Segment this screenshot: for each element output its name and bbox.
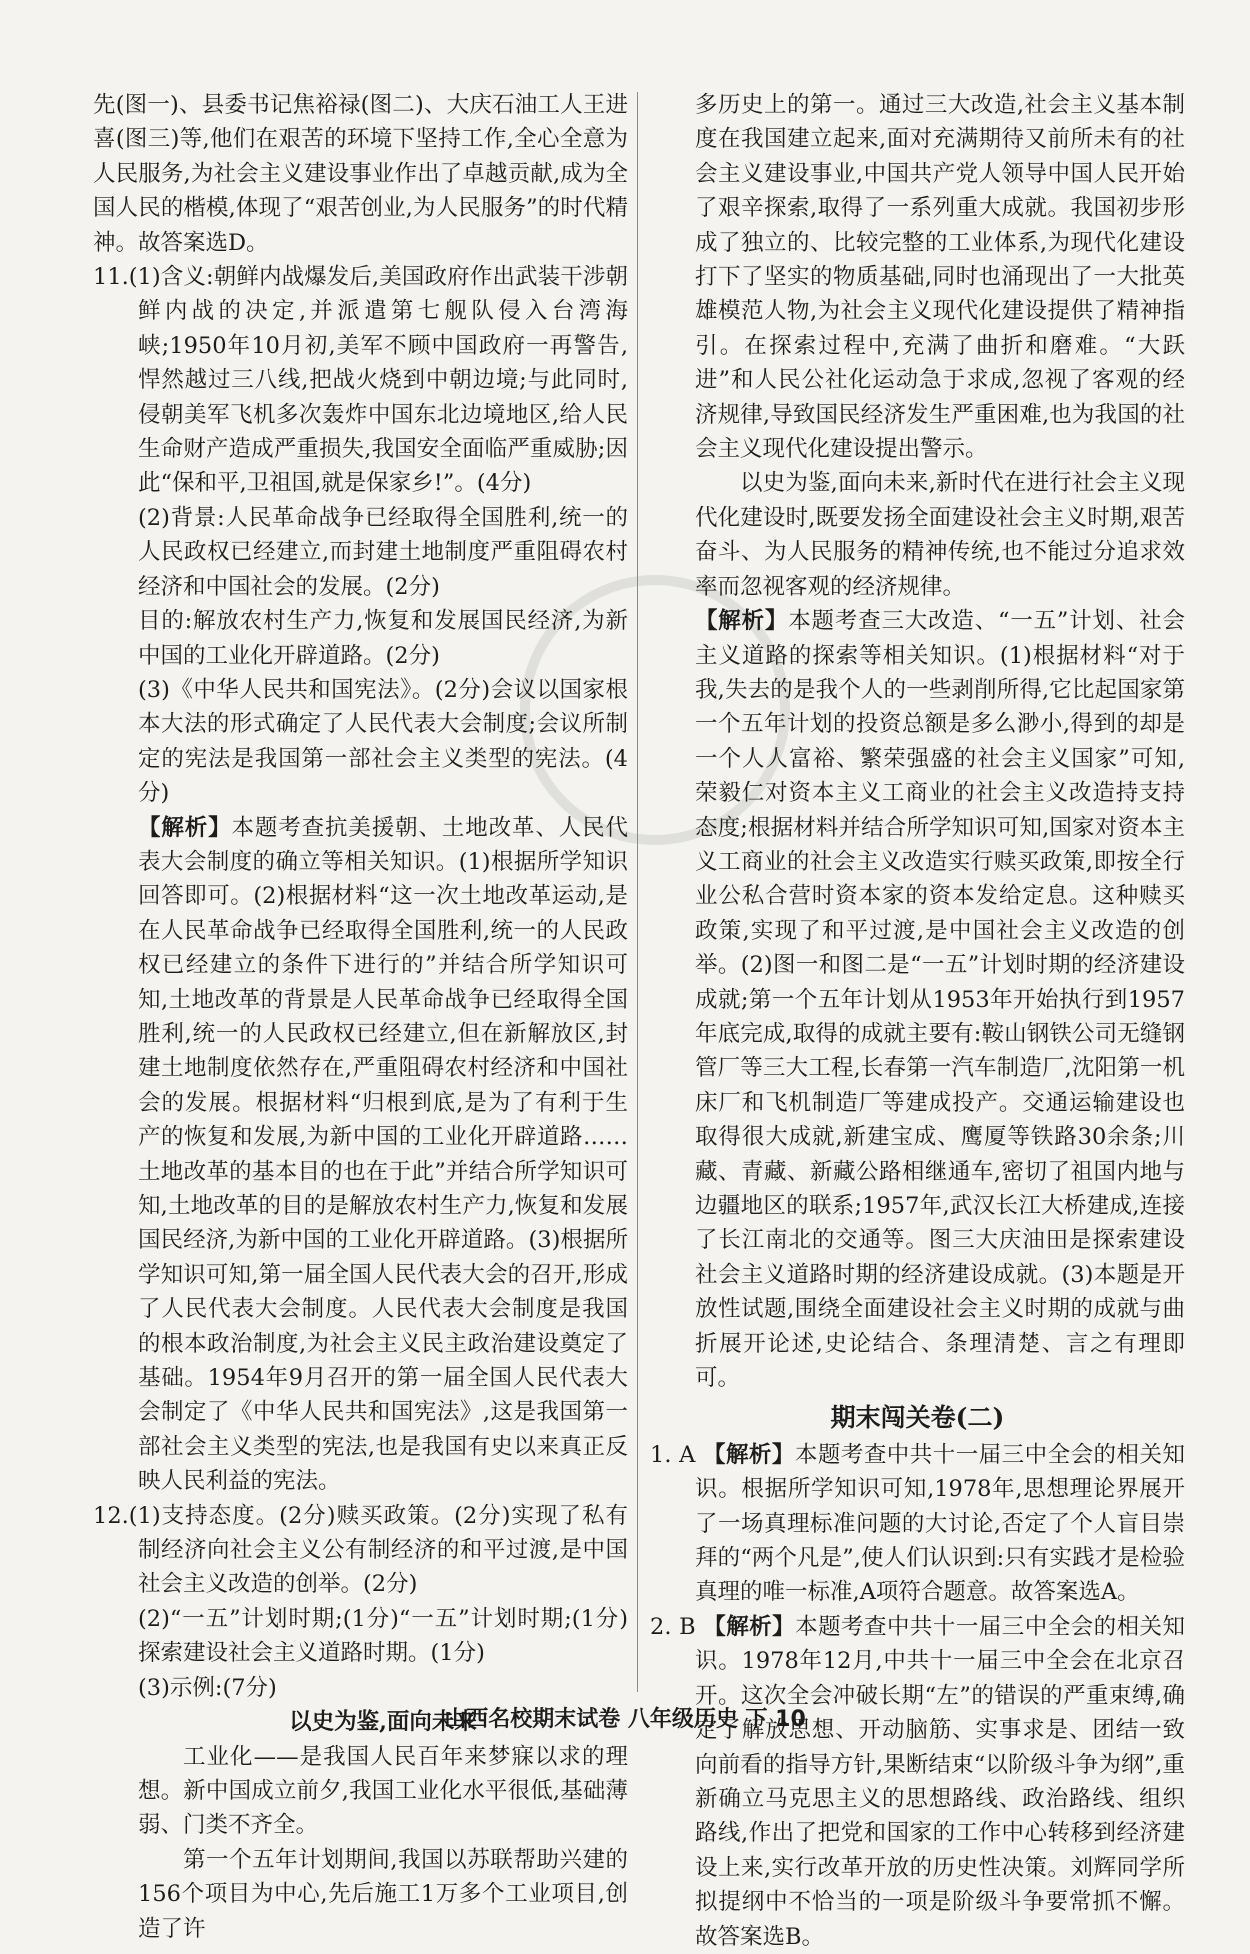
q11-part1: 11.(1)含义:朝鲜内战爆发后,美国政府作出武装干涉朝鲜内战的决定,并派遣第七舰队侵入台湾海峡;1950年10月初,美军不顾中国政府一再警告,悍然越过三八线,把战火烧到中朝边境;与此同时,侵朝美军飞机多次轰炸中国东北边境地区,给人民生命财产造成严重损失,我国安全面临严重威胁;因此“保和平,卫祖国,就是保家乡!”。(4分): [93, 264, 628, 497]
q11-part2-purpose: 目的:解放农村生产力,恢复和发展国民经济,为新中国的工业化开辟道路。(2分): [138, 608, 628, 669]
analysis-tag: 【解析】: [703, 1613, 796, 1640]
essay-paragraph-3: 以史为鉴,面向未来,新时代在进行社会主义现代化建设时,既要发扬全面建设社会主义时期,艰苦奋斗、为人民服务的精神传统,也不能过分追求效率而忽视客观的经济规律。: [695, 470, 1185, 600]
q12-part3: (3)示例:(7分): [138, 1674, 277, 1701]
page-footer: 山西名校期末试卷 八年级历史 下 10: [444, 1707, 806, 1732]
q12-part2: (2)“一五”计划时期;(1分)“一五”计划时期;(1分)探索建设社会主义道路时期。(1分): [138, 1605, 628, 1667]
section-title: 期末闯关卷(二): [830, 1403, 1005, 1433]
q12-analysis: [650, 604, 1185, 1395]
analysis-tag: 【解析】: [138, 814, 232, 841]
analysis-text: 本题考查三大改造、“一五”计划、社会主义道路的探索等相关知识。(1)根据材料“对于我,失去的是我个人的一些剥削所得,它比起国家第一个五年计划的投资总额是多么渺小,得到的却是一个人人富裕、繁荣强盛的社会主义国家”可知,荣毅仁对资本主义工商业的社会主义改造持支持态度;根据材料并结合所学知识可知,国家对资本主义工商业的社会主义改造实行赎买政策,即按全行业公私合营时资本家的资本发给定息。这种赎买政策,实现了和平过渡,是中国社会主义改造的创举。(2)图一和图二是“一五”计划时期的经济建设成就;第一个五年计划从1953年开始执行到1957年底完成,取得的成就主要有:鞍山钢铁公司无缝钢管厂等三大工程,长春第一汽车制造厂,沈阳第一机床厂和飞机制造厂等建成投产。交通运输建设也取得很大成就,新建宝成、鹰厦等铁路30余条;川藏、青藏、新藏公路相继通车,密切了祖国内地与边疆地区的联系;1957年,武汉长江大桥建成,连接了长江南北的交通等。图三大庆油田是探索建设社会主义道路时期的经济建设成就。(3)本题是开放性试题,围绕全面建设社会主义时期的成就与曲折展开论述,史论结合、条理清楚、言之有理即可。: [695, 608, 1185, 1392]
essay-paragraph-2: 第一个五年计划期间,我国以苏联帮助兴建的156个项目为中心,先后施工1万多个工业项目,创造了许: [138, 1846, 628, 1942]
q11-part3: (3)《中华人民共和国宪法》。(2分)会议以国家根本大法的形式确定了人民代表大会制度;会议所制定的宪法是我国第一部社会主义类型的宪法。(4分): [138, 676, 628, 807]
q1-answer: [650, 1438, 1185, 1610]
q12-part1: 12.(1)支持态度。(2分)赎买政策。(2分)实现了私有制经济向社会主义公有制经济的和平过渡,是中国社会主义改造的创举。(2分): [93, 1502, 628, 1598]
right-column: [650, 88, 1185, 1954]
analysis-tag: 【解析】: [702, 1441, 795, 1468]
essay-title: 以史为鉴,面向未来: [289, 1709, 477, 1736]
column-divider: [637, 92, 638, 1692]
q11-analysis: [93, 811, 628, 1499]
analysis-tag: 【解析】: [695, 608, 789, 635]
essay-paragraph-1: 工业化——是我国人民百年来梦寐以求的理想。新中国成立前夕,我国工业化水平很低,基础薄弱、门类不齐全。: [138, 1743, 628, 1839]
q1-number: 1. A: [650, 1441, 696, 1468]
q11-part2-background: (2)背景:人民革命战争已经取得全国胜利,统一的人民政权已经建立,而封建土地制度严重阻碍农村经济和中国社会的发展。(2分): [138, 504, 628, 600]
left-column: [93, 88, 628, 1946]
q2-number: 2. B: [650, 1613, 696, 1640]
analysis-text: 本题考查抗美援朝、土地改革、人民代表大会制度的确立等相关知识。(1)根据所学知识回答即可。(2)根据材料“这一次土地改革运动,是在人民革命战争已经取得全国胜利,统一的人民政权已经建立的条件下进行的”并结合所学知识可知,土地改革的背景是人民革命战争已经取得全国胜利,统一的人民政权已经建立,但在新解放区,封建土地制度依然存在,严重阻碍农村经济和中国社会的发展。根据材料“归根到底,是为了有利于生产的恢复和发展,为新中国的工业化开辟道路……土地改革的基本目的也在于此”并结合所学知识可知,土地改革的目的是解放农村生产力,恢复和发展国民经济,为新中国的工业化开辟道路。(3)根据所学知识可知,第一届全国人民代表大会的召开,形成了人民代表大会制度。人民代表大会制度是我国的根本政治制度,为社会主义民主政治建设奠定了基础。1954年9月召开的第一届全国人民代表大会制定了《中华人民共和国宪法》,这是我国第一部社会主义类型的宪法,也是我国有史以来真正反映人民利益的宪法。: [138, 814, 628, 1495]
q2-answer: [650, 1610, 1185, 1954]
q2-text: 本题考查中共十一届三中全会的相关知识。1978年12月,中共十一届三中全会在北京召开。这次全会冲破长期“左”的错误的严重束缚,确定了解放思想、开动脑筋、实事求是、团结一致向前看的指导方针,果断结束“以阶级斗争为纲”,重新确立马克思主义的思想路线、政治路线、组织路线,作出了把党和国家的工作中心转移到经济建设上来,实行改革开放的历史性决策。刘辉同学所拟提纲中不恰当的一项是阶级斗争要常抓不懈。故答案选B。: [695, 1613, 1185, 1950]
essay-paragraph-2-cont: 多历史上的第一。通过三大改造,社会主义基本制度在我国建立起来,面对充满期待又前所未有的社会主义建设事业,中国共产党人领导中国人民开始了艰辛探索,取得了一系列重大成就。我国初步形成了独立的、比较完整的工业体系,为现代化建设打下了坚实的物质基础,同时也涌现出了一大批英雄模范人物,为社会主义现代化建设提供了精神指引。在探索过程中,充满了曲折和磨难。“大跃进”和人民公社化运动急于求成,忽视了客观的经济规律,导致国民经济发生严重困难,也为我国的社会主义现代化建设提出警示。: [695, 92, 1185, 463]
q1-text: 本题考查中共十一届三中全会的相关知识。根据所学知识可知,1978年,思想理论界展开了一场真理标准问题的大讨论,否定了个人盲目崇拜的“两个凡是”,使人们认识到:只有实践才是检验真理的唯一标准,A项符合题意。故答案选A。: [695, 1441, 1185, 1606]
answer-continuation: 先(图一)、县委书记焦裕禄(图二)、大庆石油工人王进喜(图三)等,他们在艰苦的环境下坚持工作,全心全意为人民服务,为社会主义建设事业作出了卓越贡献,成为全国人民的楷模,体现了“艰苦创业,为人民服务”的时代精神。故答案选D。: [93, 92, 628, 256]
